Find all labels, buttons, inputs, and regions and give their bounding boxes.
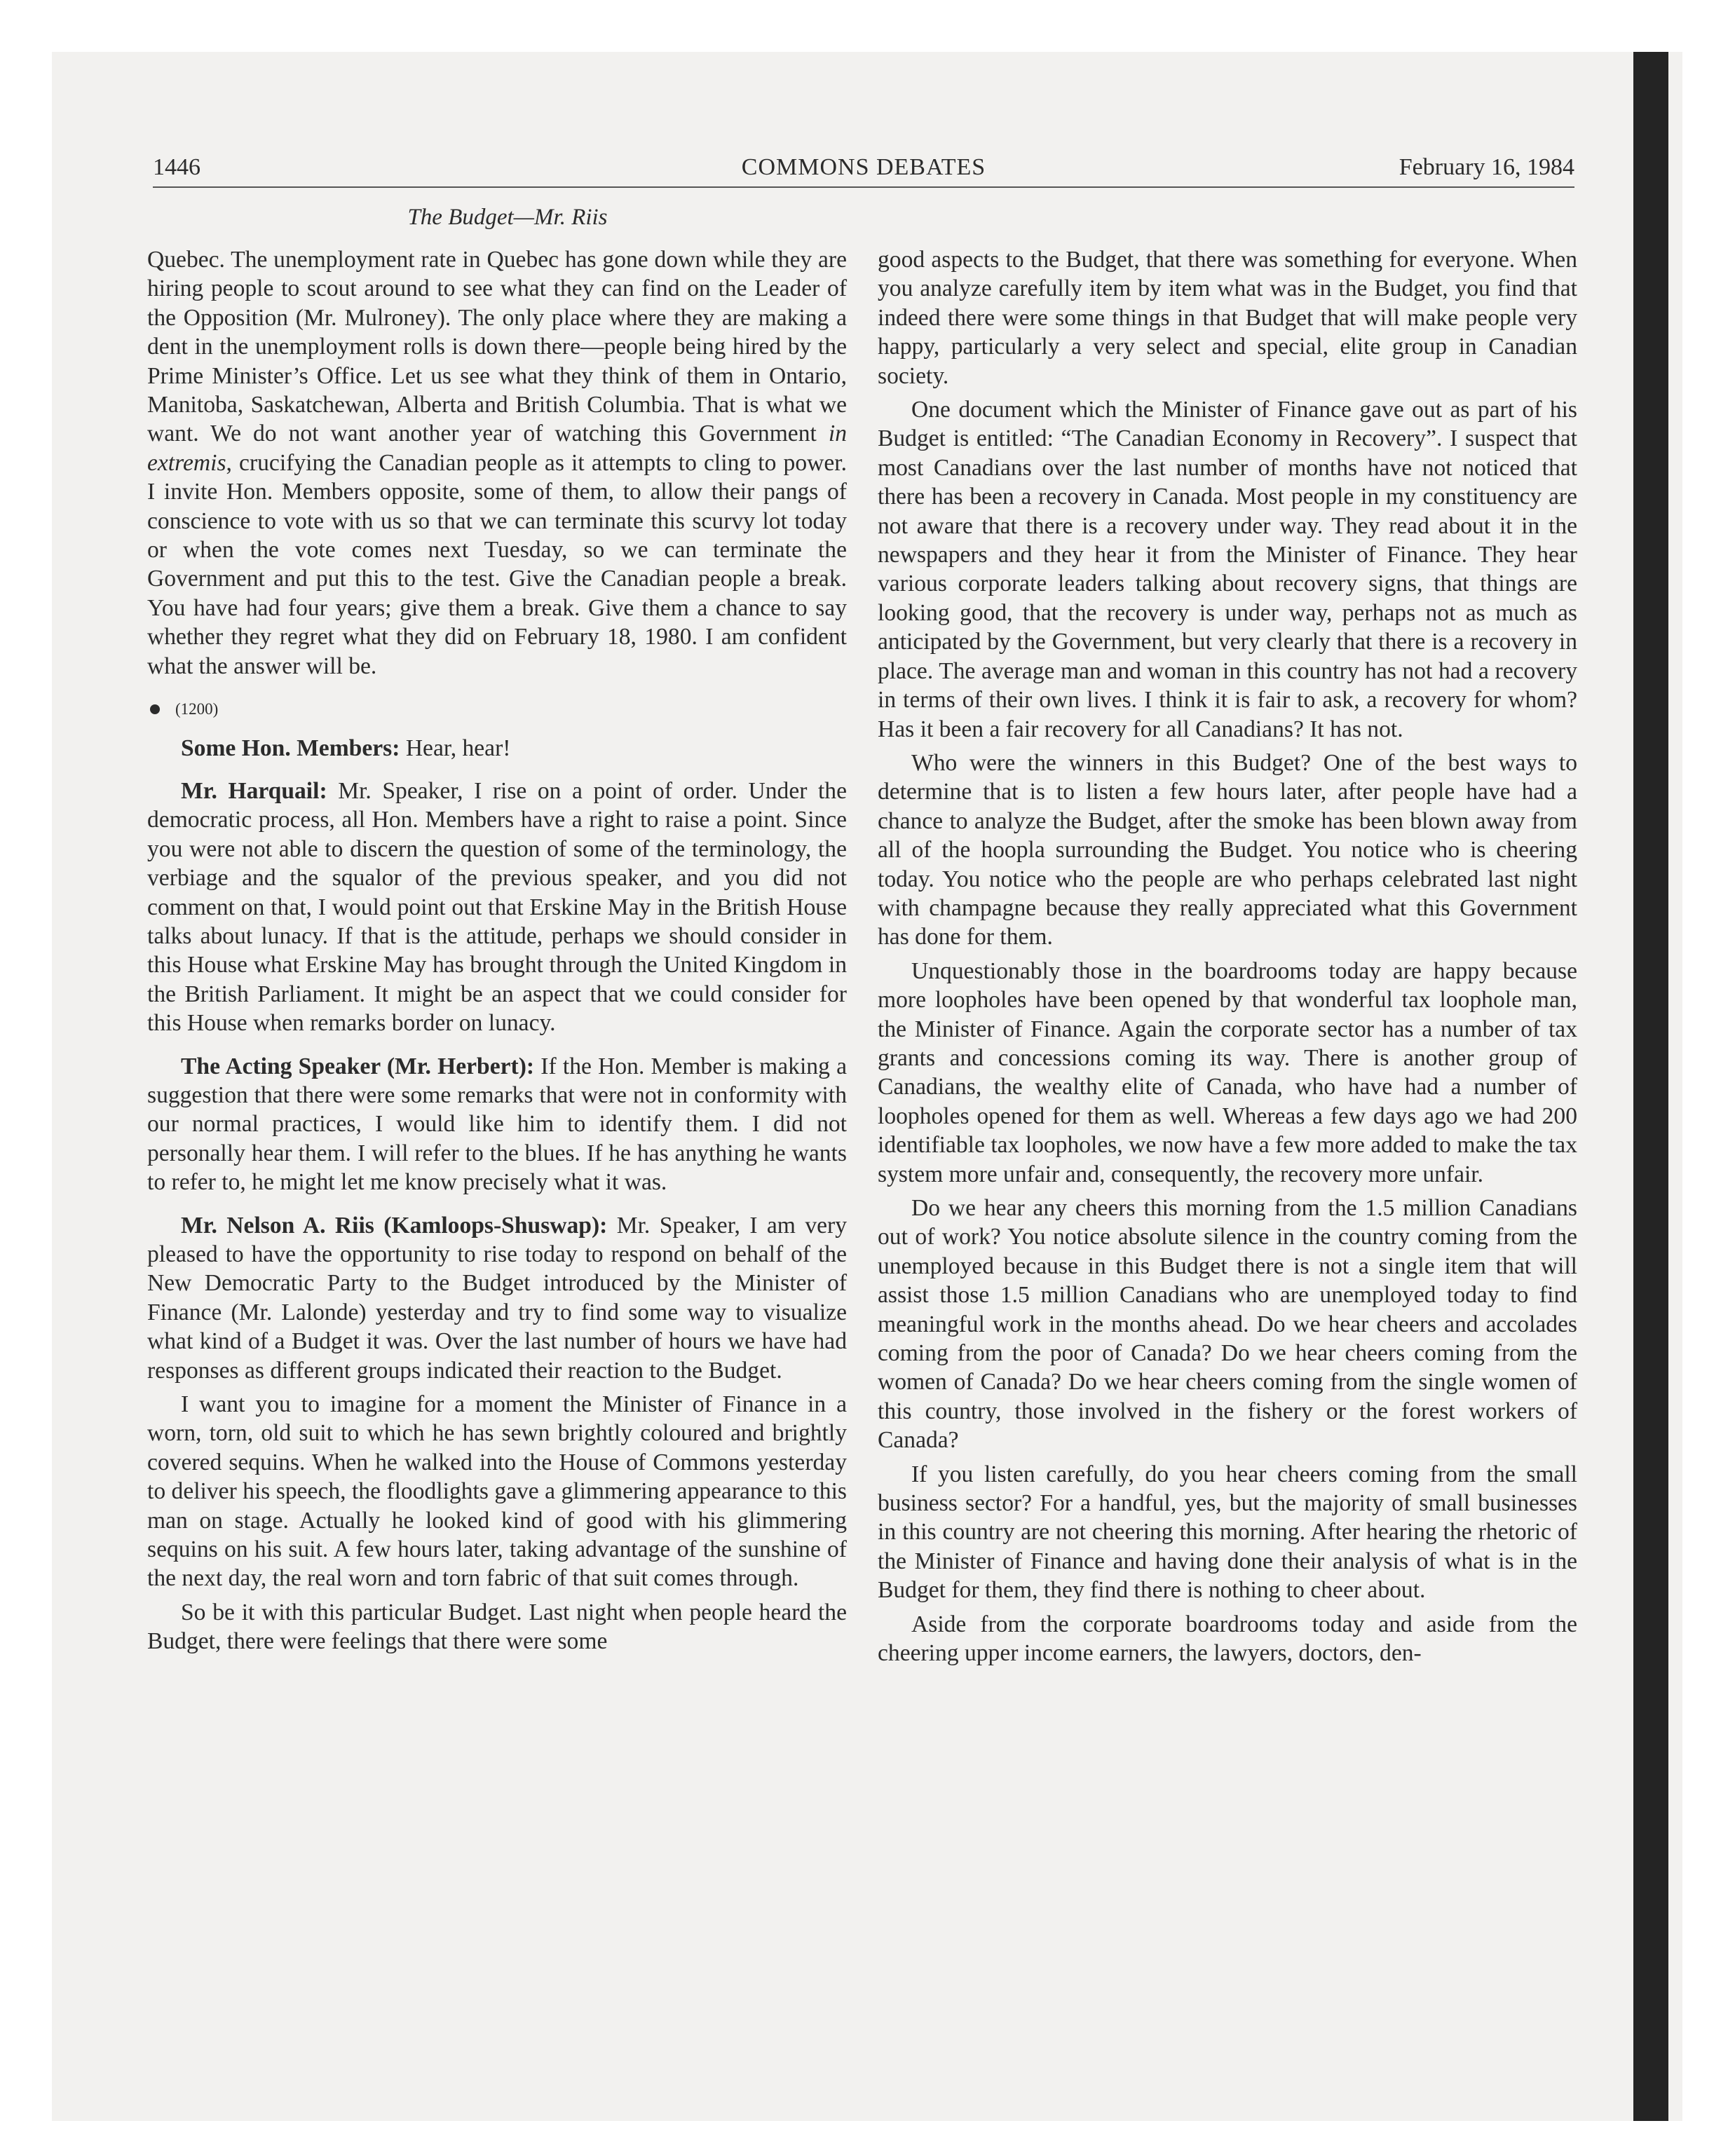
speaker-name: The Acting Speaker (Mr. Herbert): bbox=[181, 1053, 535, 1079]
paragraph: Do we hear any cheers this morning from the 1.5 million Canadians out of work? You notice absolute silence in the country coming from the unemployed because in this Budget there is not a single item that will assist those 1.5 million Canadians who are unemployed today to find meaningful work in the months ahead. Do we hear cheers and accolades coming from the poor of Canada? Do we hear cheers coming from the women of Canada? Do we hear cheers coming from the single women of this country, those involved in the fishery or the forest workers of Canada? bbox=[878, 1195, 1577, 1454]
left-column bbox=[147, 245, 847, 1656]
paragraph: Who were the winners in this Budget? One of the best ways to determine that is to listen a few hours later, after people have had a chance to analyze the Budget, after the smoke has been blown away from all of the hoopla surrounding the Budget. You notice who is cheering today. You notice who the people are who perhaps celebrated last night with champagne because they really appreciated what this Government has done for them. bbox=[878, 749, 1577, 950]
bullet-icon bbox=[150, 704, 160, 714]
header-rule bbox=[153, 186, 1574, 188]
right-column bbox=[878, 245, 1577, 1668]
paragraph: good aspects to the Budget, that there was something for everyone. When you analyze carefully item by item what was in the Budget, you find that indeed there were some things in that Budget that will make people very happy, particularly a very select and special, elite group in Canadian society. bbox=[878, 247, 1577, 389]
speaker-name: Mr. Harquail: bbox=[181, 777, 327, 804]
paragraph: If you listen carefully, do you hear cheers coming from the small business sector? For a handful, yes, but the majority of small businesses in this country are not cheering this morning. After hearing the rhetoric of the Minister of Finance and having done their analysis of what is in the Budget for them, they find there is nothing to cheer about. bbox=[878, 1461, 1577, 1604]
paragraph: Aside from the corporate boardrooms today and aside from the cheering upper income earners, the lawyers, doctors, den- bbox=[878, 1611, 1577, 1667]
paragraph: One document which the Minister of Finance gave out as part of his Budget is entitled: “The Canadian Economy in Recovery”. I suspect that most Canadians over the last number of months have not noticed that there has been a recovery in Canada. Most people in my constituency are not aware that there is a recovery under way. They read about it in the newspapers and they hear it from the Minister of Finance. They hear various corporate leaders talking about recovery signs, that things are looking good, that the recovery is under way, perhaps not as much as anticipated by the Government, but very clearly that there is a recovery in place. The average man and woman in this country has not had a recovery in terms of their own lives. I think it is fair to ask, a recovery for whom? Has it been a fair recovery for all Canadians? It has not. bbox=[878, 397, 1577, 742]
speech-acting-speaker: The Acting Speaker (Mr. Herbert): If the Hon. Member is making a suggestion that there were some remarks that were not in conformity with our normal practices, I would like him to identify them. I did not personally hear them. I will refer to the blues. If he has anything he wants to refer to, he might let me know precisely what it was. bbox=[147, 1053, 847, 1196]
paragraph: Unquestionably those in the boardrooms today are happy because more loopholes have been opened by that wonderful tax loophole man, the Minister of Finance. Again the corporate sector has a number of tax grants and concessions coming its way. There is another group of Canadians, the wealthy elite of Canada, who have had a number of loopholes opened for them as well. Whereas a few days ago we had 200 identifiable tax loopholes, we now have a few more added to make the tax system more unfair and, consequently, the recovery more unfair. bbox=[878, 957, 1577, 1187]
running-head: The Budget—Mr. Riis bbox=[407, 205, 608, 230]
speech-hear-hear: Some Hon. Members: Hear, hear! bbox=[181, 735, 511, 761]
paragraph: So be it with this particular Budget. Last night when people heard the Budget, there were feelings that there were some bbox=[147, 1599, 847, 1655]
paragraph: I want you to imagine for a moment the Minister of Finance in a worn, torn, old suit to which he has sewn brightly coloured and brightly covered sequins. When he walked into the House of Commons yesterday to deliver his speech, the floodlights gave a glimmering appearance to this man on stage. Actually he looked kind of good with his glimmering sequins on his suit. A few hours later, taking advantage of the sunshine of the next day, the real worn and torn fabric of that suit comes through. bbox=[147, 1391, 847, 1592]
publication-date: February 16, 1984 bbox=[1399, 154, 1574, 180]
italic-phrase: in extremis bbox=[147, 421, 847, 476]
page-number: 1446 bbox=[153, 154, 200, 180]
speech-harquail: Mr. Harquail: Mr. Speaker, I rise on a point of order. Under the democratic process, all Hon. Members have a right to raise a point. Since you were not able to discern the question of some of the terminology, the verbiage and the squalor of the previous speaker, and you did not comment on that, I would point out that Erskine May in the British House talks about lunacy. If that is the attitude, perhaps we should consider in this House what Erskine May has brought through the United Kingdom in the British Parliament. It might be an aspect that we could consider for this House when remarks border on lunacy. bbox=[147, 777, 848, 1037]
speaker-name: Mr. Nelson A. Riis (Kamloops-Shuswap): bbox=[181, 1212, 608, 1239]
page-header bbox=[153, 154, 1574, 189]
paragraph: Quebec. The unemployment rate in Quebec has gone down while they are hiring people to scout around to see what they can find on the Leader of the Opposition (Mr. Mulroney). The only place where they are making a dent in the unemployment rolls is down there—people being hired by the Prime Minister’s Office. Let us see what they think of them in Ontario, Manitoba, Saskatchewan, Alberta and British Columbia. That is what we want. We do not want another year of watching this Government in extremis, crucifying the Canadian people as it attempts to cling to power. I invite Hon. Members opposite, some of them, to allow their pangs of conscience to vote with us so that we can terminate this scurvy lot today or when the vote comes next Tuesday, so we can terminate the Government and put this to the test. Give the Canadian people a break. You have had four years; give them a break. Give them a chance to say whether they regret what they did on February 18, 1980. I am confident what the answer will be. bbox=[147, 247, 847, 679]
scan-edge-shadow bbox=[1633, 52, 1668, 2121]
publication-title: COMMONS DEBATES bbox=[741, 154, 986, 180]
speech-riis: Mr. Nelson A. Riis (Kamloops-Shuswap): Mr. Speaker, I am very pleased to have the opportunity to rise today to respond on behalf of the New Democratic Party to the Budget introduced by the Minister of Finance (Mr. Lalonde) yesterday and try to find some way to visualize what kind of a Budget it was. Over the last number of hours we have had responses as different groups indicated their reaction to the Budget. bbox=[147, 1212, 847, 1384]
speaker-name: Some Hon. Members: bbox=[181, 735, 400, 761]
time-marker: (1200) bbox=[147, 695, 847, 723]
